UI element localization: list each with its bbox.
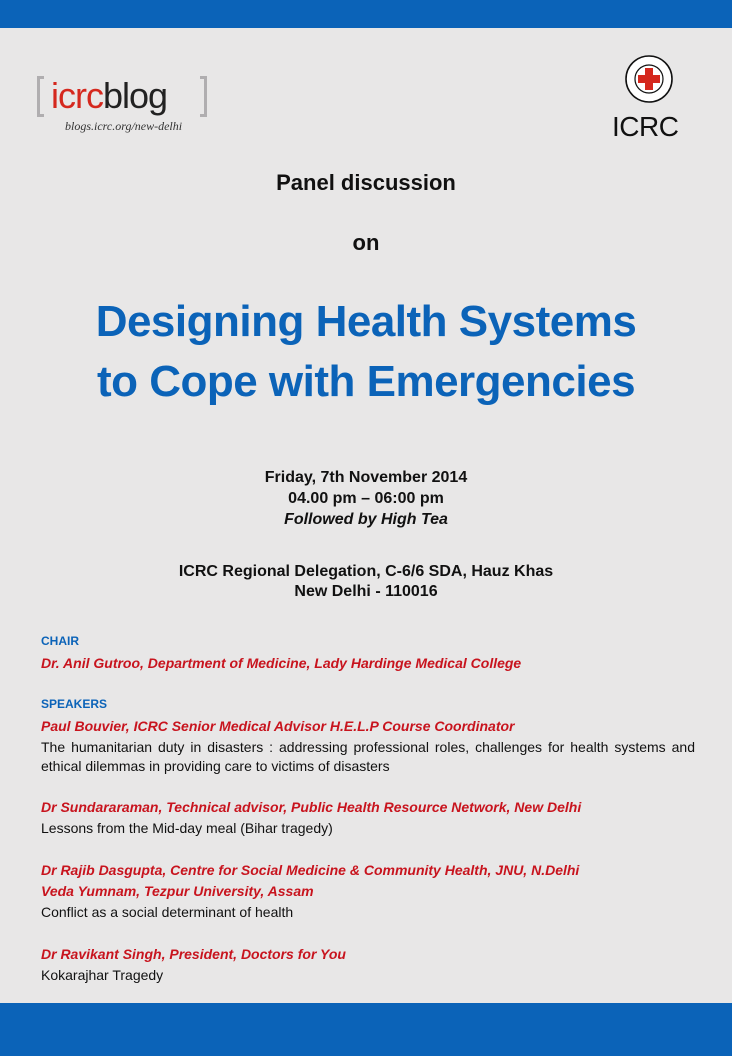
logo-wordmark: icrcblog <box>51 75 168 116</box>
event-kind: Panel discussion <box>276 170 456 195</box>
speaker-topic: The humanitarian duty in disasters : addressing professional roles, challenges for health systems and ethical dilemmas in providing care to victims of disasters <box>41 739 695 774</box>
speaker-name: Veda Yumnam, Tezpur University, Assam <box>41 883 314 899</box>
speaker-topic: Kokarajhar Tragedy <box>41 967 164 983</box>
logo-bracket-right <box>200 76 207 117</box>
speakers-heading: SPEAKERS <box>41 697 108 711</box>
event-date: Friday, 7th November 2014 <box>264 469 468 486</box>
event-time: 04.00 pm – 06:00 pm <box>288 490 444 507</box>
top-band <box>0 0 732 28</box>
event-followed-by: Followed by High Tea <box>284 511 448 528</box>
speaker-name: Dr Ravikant Singh, President, Doctors for You <box>41 946 346 962</box>
speaker-topic: Conflict as a social determinant of health <box>41 904 294 920</box>
venue-line-1: ICRC Regional Delegation, C-6/6 SDA, Hauz Khas <box>178 563 554 580</box>
icrcblog-logo <box>37 72 207 132</box>
event-title <box>0 292 732 412</box>
chair-name: Dr. Anil Gutroo, Department of Medicine, Lady Hardinge Medical College <box>41 655 522 671</box>
icrc-logo <box>608 52 688 144</box>
logo-bracket-left <box>37 76 44 117</box>
icrc-label: ICRC <box>612 111 679 142</box>
speaker-topic: Lessons from the Mid-day meal (Bihar tragedy) <box>41 820 333 836</box>
title-line-2: to Cope with Emergencies <box>96 357 636 406</box>
bottom-band <box>0 1003 732 1056</box>
speaker-name: Paul Bouvier, ICRC Senior Medical Advisor H.E.L.P Course Coordinator <box>41 718 515 734</box>
speaker-name: Dr Rajib Dasgupta, Centre for Social Medicine & Community Health, JNU, N.Delhi <box>41 862 580 878</box>
blog-url: blogs.icrc.org/new-delhi <box>65 119 183 133</box>
speaker-name: Dr Sundararaman, Technical advisor, Public Health Resource Network, New Delhi <box>41 799 582 815</box>
event-schedule <box>0 467 732 530</box>
event-connector: on <box>352 230 380 255</box>
chair-heading: CHAIR <box>41 634 79 648</box>
venue-line-2: New Delhi - 110016 <box>294 583 438 600</box>
event-venue <box>0 562 732 602</box>
title-line-1: Designing Health Systems <box>95 297 637 346</box>
red-cross-emblem-icon <box>624 54 674 106</box>
